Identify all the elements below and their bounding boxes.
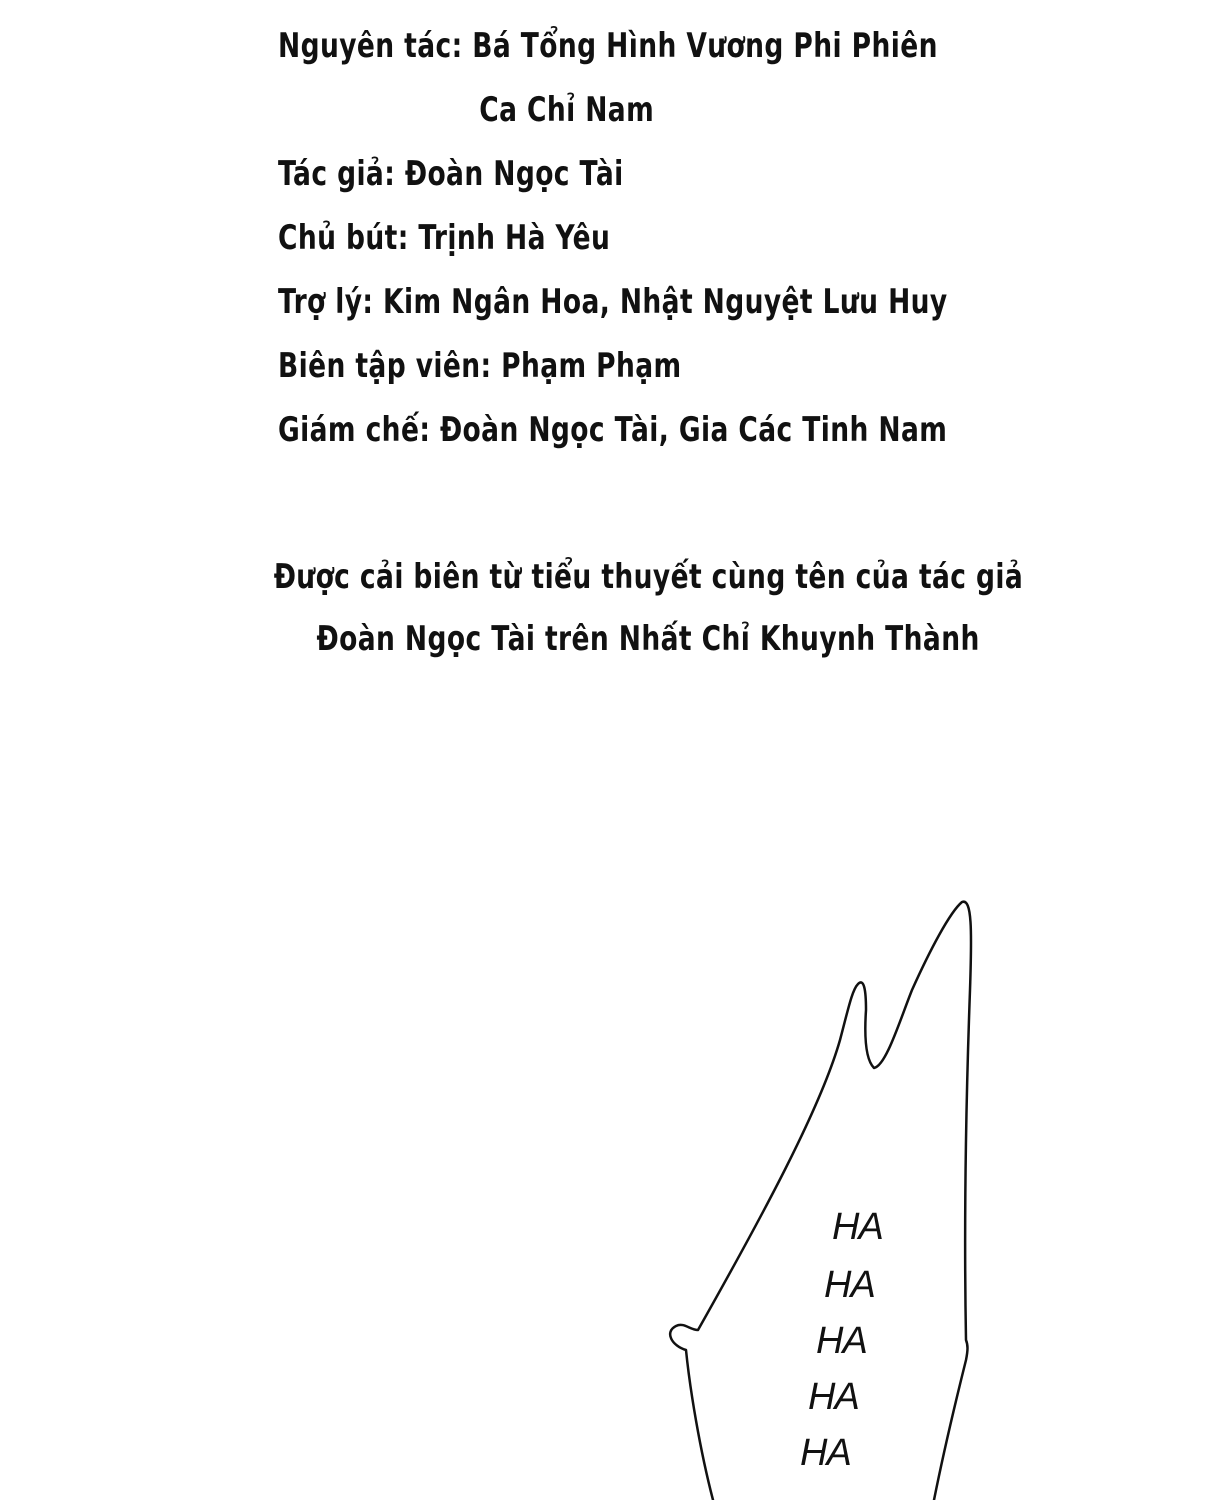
credit-assistants: Trợ lý: Kim Ngân Hoa, Nhật Nguyệt Lưu Huy <box>278 282 948 322</box>
credit-original-work: Nguyên tác: Bá Tổng Hình Vương Phi Phiên <box>278 26 938 66</box>
credit-author: Tác giả: Đoàn Ngọc Tài <box>278 154 624 194</box>
credit-supervisors: Giám chế: Đoàn Ngọc Tài, Gia Các Tinh Nam <box>278 410 948 450</box>
laugh-text: HA <box>808 1376 859 1418</box>
credit-lead-artist: Chủ bút: Trịnh Hà Yêu <box>278 218 611 258</box>
laugh-text: HA <box>824 1264 875 1306</box>
credit-editor: Biên tập viên: Phạm Phạm <box>278 346 682 386</box>
laugh-text: HA <box>816 1320 867 1362</box>
adaptation-line: Đoàn Ngọc Tài trên Nhất Chỉ Khuynh Thành <box>316 619 981 659</box>
adaptation-line: Được cải biên từ tiểu thuyết cùng tên của tác giả <box>273 557 1024 597</box>
credit-original-work-cont: Ca Chỉ Nam <box>479 90 655 130</box>
laugh-text: HA <box>832 1206 883 1248</box>
laugh-text: HA <box>800 1432 851 1474</box>
